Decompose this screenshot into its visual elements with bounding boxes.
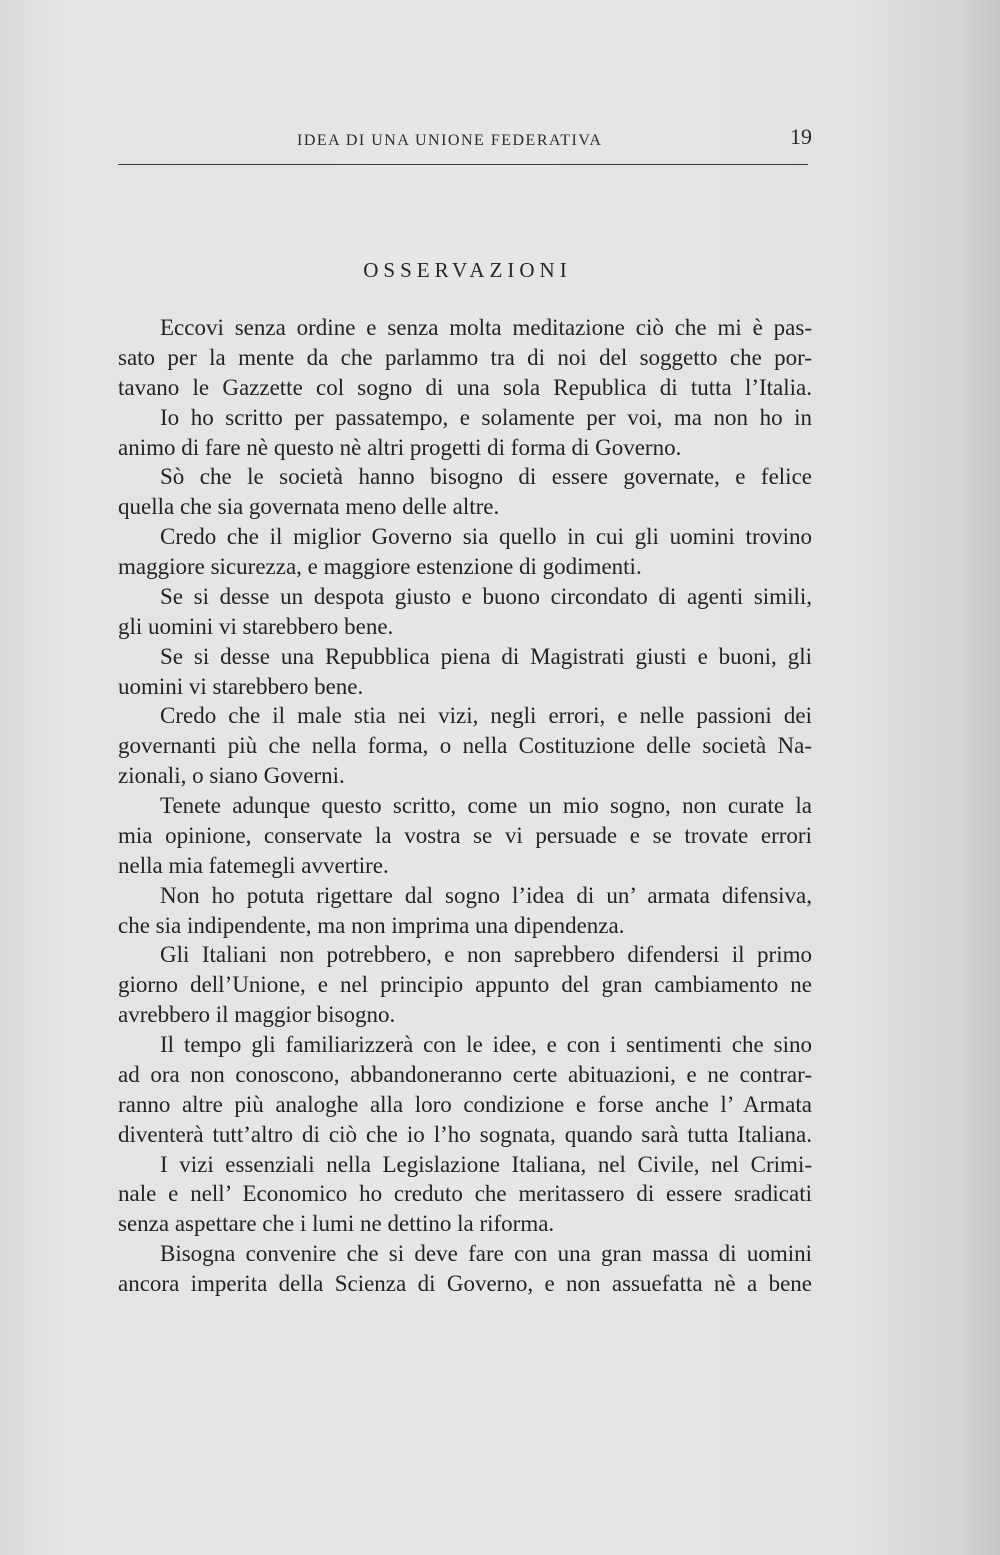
text-line: Se si desse una Repubblica piena di Magistrati giusti e buoni, gli	[160, 643, 812, 669]
page-number: 19	[790, 124, 812, 149]
section-title: OSSERVAZIONI	[363, 258, 572, 282]
paragraph	[118, 313, 812, 403]
text-line: Non ho potuta rigettare dal sogno l’idea di un’ armata difensiva,	[160, 882, 812, 908]
paragraph	[118, 462, 812, 522]
paragraph	[118, 1239, 812, 1299]
text-line: quella che sia governata meno delle altre.	[118, 494, 500, 520]
text-line: nale e nell’ Economico ho creduto che meritassero di essere sradicati	[118, 1181, 812, 1207]
paragraph	[118, 1030, 812, 1150]
text-line: Bisogna convenire che si deve fare con una gran massa di uomini	[160, 1241, 812, 1267]
text-line: senza aspettare che i lumi ne dettino la riforma.	[118, 1211, 555, 1237]
paragraph	[118, 701, 812, 791]
header-rule	[118, 164, 808, 165]
text-line: giorno dell’Unione, e nel principio appunto del gran cambiamento ne	[118, 972, 812, 998]
text-line: nella mia fatemegli avvertire.	[118, 852, 389, 878]
text-line: Tenete adunque questo scritto, come un mio sogno, non curate la	[160, 793, 812, 818]
paragraph	[118, 1150, 812, 1240]
paragraph	[118, 582, 812, 642]
text-line: Eccovi senza ordine e senza molta meditazione ciò che mi è pas-	[160, 315, 812, 340]
text-line: Se si desse un despota giusto e buono circondato di agenti simili,	[160, 583, 812, 609]
text-line: ranno altre più analoghe alla loro condizione e forse anche l’ Armata	[118, 1091, 812, 1117]
paragraph	[118, 403, 812, 463]
text-line: mia opinione, conservate la vostra se vi persuade e se trovate errori	[118, 822, 812, 848]
text-line: Il tempo gli familiarizzerà con le idee, e con i sentimenti che sino	[160, 1032, 812, 1057]
text-line: Sò che le società hanno bisogno di essere governate, e felice	[160, 464, 812, 490]
paragraph	[118, 642, 812, 702]
text-line: Credo che il male stia nei vizi, negli errori, e nelle passioni dei	[160, 703, 812, 729]
text-line: maggiore sicurezza, e maggiore estenzione di godimenti.	[118, 554, 642, 579]
text-line: I vizi essenziali nella Legislazione Italiana, nel Civile, nel Crimi-	[160, 1151, 812, 1177]
text-line: gli uomini vi starebbero bene.	[118, 613, 394, 639]
text-line: Credo che il miglior Governo sia quello in cui gli uomini trovino	[160, 524, 812, 550]
paragraph	[118, 881, 812, 941]
text-line: zionali, o siano Governi.	[118, 763, 345, 789]
text-line: ancora imperita della Scienza di Governo, e non assuefatta nè a bene	[118, 1271, 812, 1296]
text-line: diventerà tutt’altro di ciò che io l’ho sognata, quando sarà tutta Italiana.	[118, 1121, 812, 1147]
text-line: ad ora non conoscono, abbandoneranno certe abituazioni, e ne contrar-	[118, 1061, 812, 1087]
text-line: animo di fare nè questo nè altri progetti di forma di Governo.	[118, 434, 682, 460]
paragraph	[118, 940, 812, 1030]
running-title: IDEA DI UNA UNIONE FEDERATIVA	[297, 132, 603, 149]
text-line: uomini vi starebbero bene.	[118, 673, 364, 699]
text-line: tavano le Gazzette col sogno di una sola Republica di tutta l’Italia.	[118, 374, 812, 400]
body-text	[118, 313, 812, 1299]
paragraph	[118, 791, 812, 881]
text-line: che sia indipendente, ma non imprima una dipendenza.	[118, 912, 625, 938]
text-line: avrebbero il maggior bisogno.	[118, 1002, 396, 1028]
text-line: Io ho scritto per passatempo, e solamente per voi, ma non ho in	[160, 404, 812, 430]
paragraph	[118, 522, 812, 582]
text-line: governanti più che nella forma, o nella Costituzione delle società Na-	[118, 733, 812, 759]
text-line: sato per la mente da che parlammo tra di noi del soggetto che por-	[118, 344, 812, 370]
text-line: Gli Italiani non potrebbero, e non saprebbero difendersi il primo	[160, 942, 812, 968]
